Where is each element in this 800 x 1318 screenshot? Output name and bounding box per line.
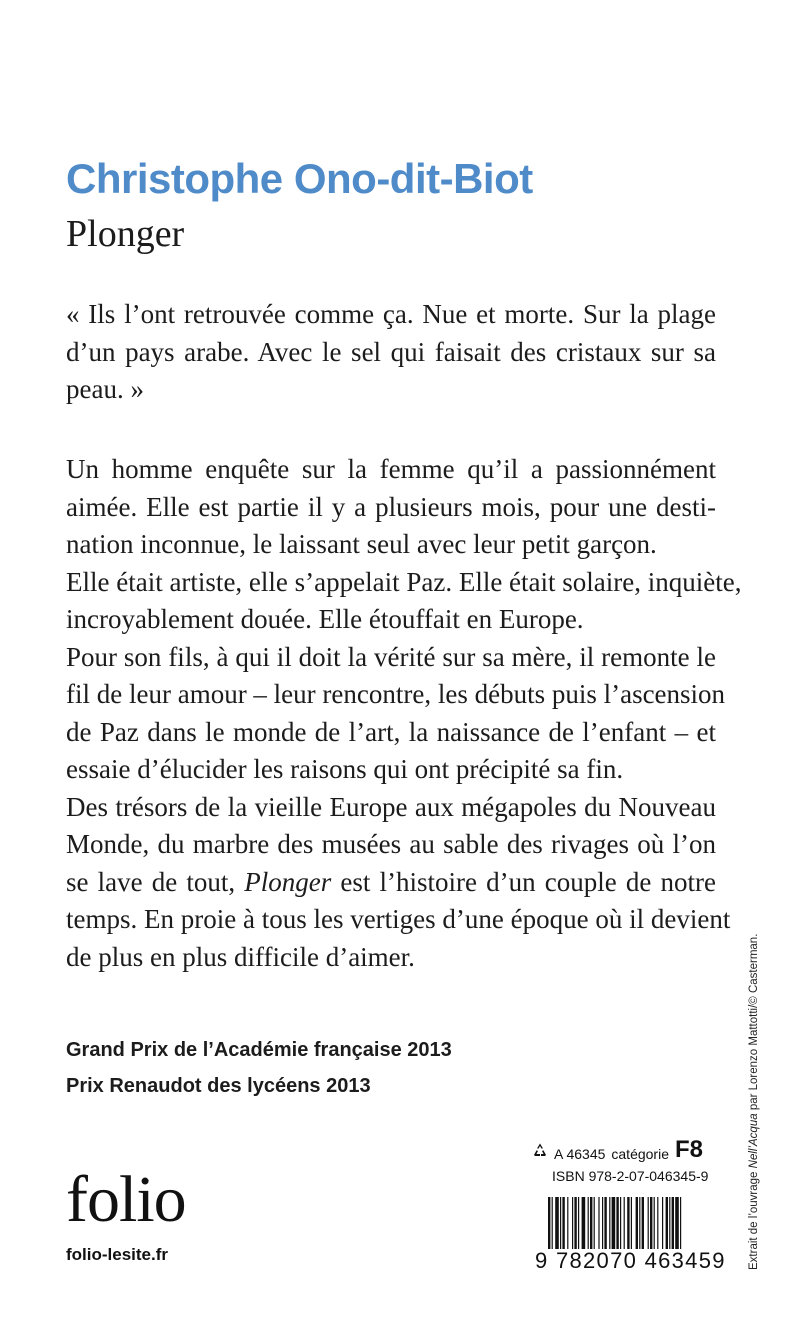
barcode-bar: [650, 1197, 652, 1249]
barcode-bar: [604, 1197, 606, 1249]
summary-line: nation inconnue, le laissant seul avec leur petit garçon.: [66, 529, 657, 559]
barcode-digits: 9 782070 463459: [535, 1248, 726, 1273]
barcode-bar: [562, 1197, 564, 1249]
barcode-bar: [648, 1197, 649, 1249]
summary-line: fil de leur amour – leur rencontre, les débuts puis l’ascension: [66, 679, 726, 709]
summary-text: se lave de tout,: [66, 866, 245, 897]
barcode-bar: [672, 1197, 674, 1249]
recycle-icon: [532, 1142, 548, 1158]
author-name: Christophe Ono-dit-Biot: [66, 155, 533, 202]
title-emphasis: Plonger: [244, 866, 332, 897]
category-code: F8: [674, 1136, 703, 1163]
barcode-bar: [555, 1197, 559, 1249]
barcode-bar: [627, 1197, 629, 1249]
barcode-bar: [666, 1197, 668, 1249]
barcode-bar: [631, 1197, 632, 1249]
barcode-bar: [680, 1197, 681, 1249]
summary-line: Un homme enquête sur la femme qu’il a passionnément: [66, 454, 716, 484]
barcode-bar: [642, 1197, 644, 1249]
book-summary: [66, 451, 742, 976]
barcode-bar: [582, 1197, 586, 1249]
catalog-ref: A 46345: [554, 1146, 606, 1162]
publisher-website: folio-lesite.fr: [66, 1245, 169, 1264]
credit-text: par Lorenzo Mattotti/© Casterman.: [748, 933, 760, 1114]
quote-line: peau. »: [66, 374, 144, 404]
prize-item: Grand Prix de l’Académie française 2013: [66, 1039, 452, 1061]
barcode-bar: [574, 1197, 576, 1249]
summary-line: de Paz dans le monde de l’art, la naissance de l’enfant – et: [66, 716, 716, 747]
quote-line: « Ils l’ont retrouvée comme ça. Nue et morte. Sur la plage: [66, 299, 716, 329]
cover-quote: [66, 296, 716, 409]
barcode-bar: [654, 1197, 655, 1249]
barcode-bar: [636, 1197, 638, 1249]
barcode-bar: [590, 1197, 592, 1249]
summary-line: aimée. Elle est partie il y a plusieurs mois, pour une desti-: [66, 491, 716, 522]
category-label: catégorie: [611, 1146, 669, 1162]
barcode-bar: [594, 1197, 595, 1249]
barcode: [548, 1197, 720, 1249]
barcode-bar: [598, 1197, 599, 1249]
barcode-bar: [675, 1197, 679, 1249]
summary-line: Pour son fils, à qui il doit la vérité sur sa mère, il remonte le: [66, 641, 716, 672]
summary-line: temps. En proie à tous les vertiges d’une époque où il devient: [66, 904, 731, 934]
barcode-bar: [669, 1197, 670, 1249]
barcode-bar: [609, 1197, 610, 1249]
summary-text: est l’histoire d’un couple de notre: [331, 866, 716, 897]
summary-line: incroyablement douée. Elle étouffait en Europe.: [66, 604, 584, 634]
barcode-bar: [616, 1197, 618, 1249]
summary-line: Monde, du marbre des musées au sable des rivages où l’on: [66, 829, 716, 859]
barcode-bar: [560, 1197, 561, 1249]
barcode-bar: [639, 1197, 640, 1249]
summary-line: [66, 864, 716, 902]
book-title: Plonger: [66, 213, 185, 255]
quote-line: d’un pays arabe. Avec le sel qui faisait des cristaux sur sa: [66, 336, 716, 367]
barcode-bar: [588, 1197, 589, 1249]
publisher-logo: folio: [66, 1163, 186, 1236]
barcode-bar: [572, 1197, 573, 1249]
credit-work: Nell’Acqua: [748, 1113, 760, 1169]
isbn: ISBN 978-2-07-046345-9: [552, 1168, 709, 1184]
summary-line: Des trésors de la vieille Europe aux mégapoles du Nouveau: [66, 791, 716, 822]
image-credit: [748, 934, 760, 1270]
barcode-bar: [578, 1197, 579, 1249]
barcode-bar: [662, 1197, 663, 1249]
barcode-bar: [620, 1197, 621, 1249]
summary-line: de plus en plus difficile d’aimer.: [66, 941, 415, 972]
barcode-bar: [612, 1197, 616, 1249]
credit-text: Extrait de l’ouvrage: [748, 1168, 760, 1270]
prize-item: Prix Renaudot des lycéens 2013: [66, 1075, 371, 1097]
barcode-bar: [624, 1197, 625, 1249]
barcode-bar: [552, 1197, 553, 1249]
summary-line: essaie d’élucider les raisons qui ont précipité sa fin.: [66, 754, 624, 784]
summary-line: Elle était artiste, elle s’appelait Paz. Elle était solaire, inquiète,: [66, 566, 742, 597]
barcode-bar: [602, 1197, 603, 1249]
catalog-info: [532, 1132, 722, 1184]
barcode-bar: [548, 1197, 550, 1249]
barcode-bar: [657, 1197, 658, 1249]
barcode-bar: [567, 1197, 568, 1249]
prizes-list: [66, 1032, 452, 1104]
